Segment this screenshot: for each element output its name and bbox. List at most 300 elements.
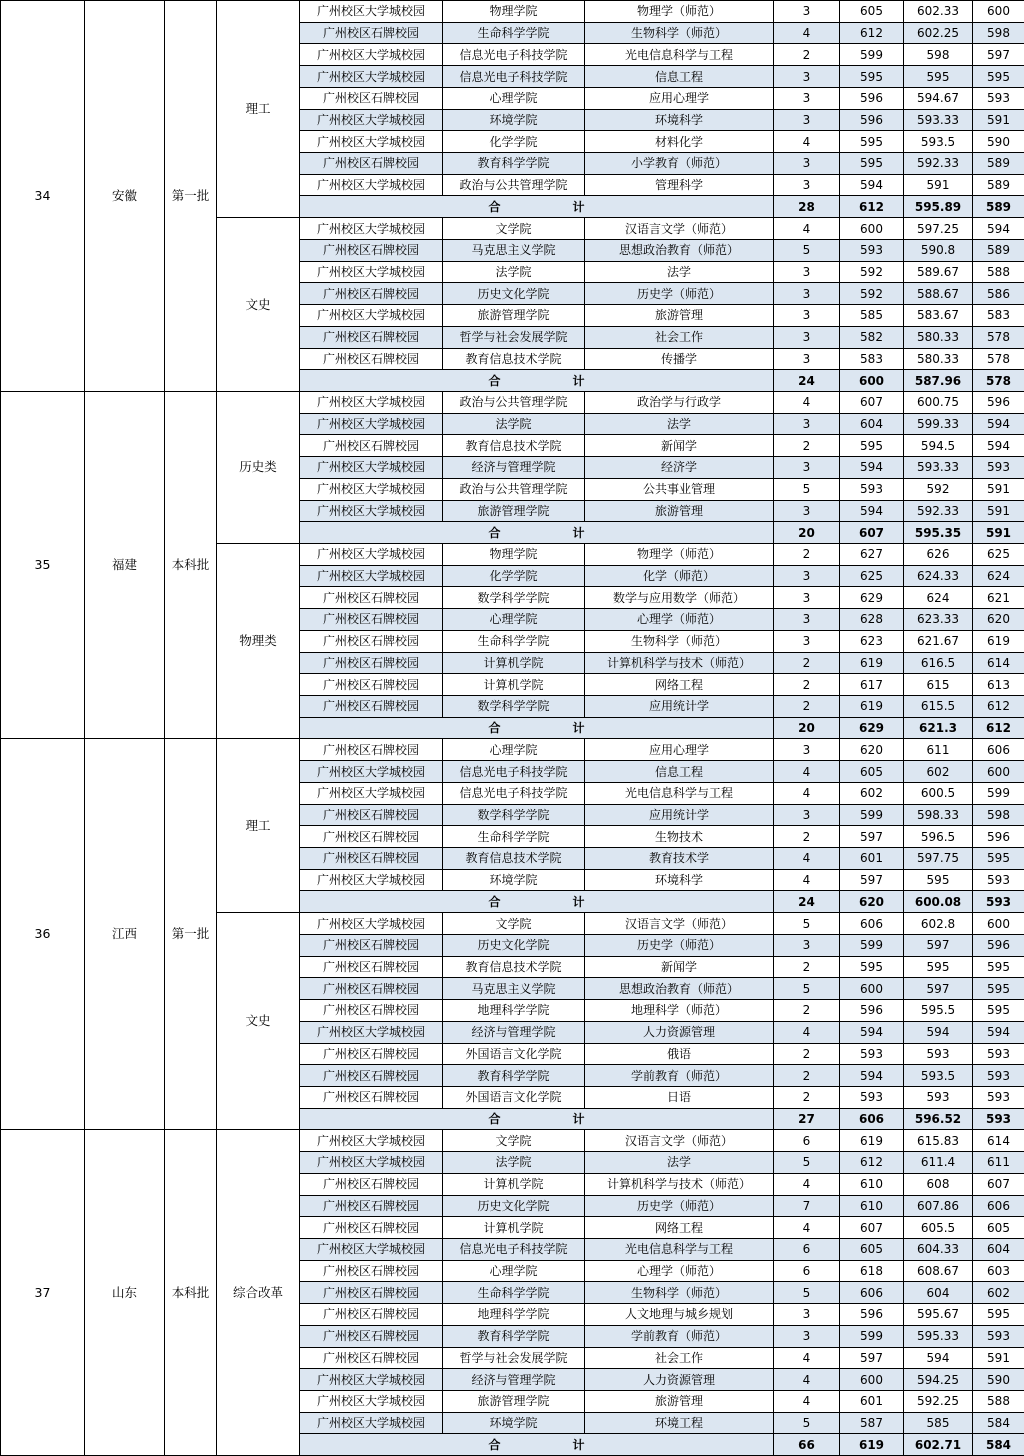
min-score-cell: 600 [973, 1, 1024, 23]
college-cell: 数学科学学院 [443, 804, 585, 826]
avg-score-cell: 589.67 [904, 261, 973, 283]
total-max-cell: 619 [840, 1434, 904, 1456]
max-score-cell: 606 [840, 913, 904, 935]
major-cell: 环境科学 [585, 109, 774, 131]
major-cell: 数学与应用数学（师范） [585, 587, 774, 609]
min-score-cell: 619 [973, 630, 1024, 652]
max-score-cell: 619 [840, 1130, 904, 1152]
campus-cell: 广州校区大学城校园 [300, 1412, 443, 1434]
total-plan-cell: 20 [774, 717, 840, 739]
campus-cell: 广州校区大学城校园 [300, 261, 443, 283]
max-score-cell: 595 [840, 131, 904, 153]
avg-score-cell: 590.8 [904, 239, 973, 261]
college-cell: 旅游管理学院 [443, 305, 585, 327]
plan-count-cell: 4 [774, 848, 840, 870]
min-score-cell: 613 [973, 674, 1024, 696]
college-cell: 法学院 [443, 1152, 585, 1174]
table-row [1, 1130, 1024, 1152]
max-score-cell: 600 [840, 1369, 904, 1391]
avg-score-cell: 624 [904, 587, 973, 609]
avg-score-cell: 595.33 [904, 1325, 973, 1347]
avg-score-cell: 595 [904, 66, 973, 88]
major-cell: 应用心理学 [585, 87, 774, 109]
avg-score-cell: 598.33 [904, 804, 973, 826]
plan-count-cell: 2 [774, 652, 840, 674]
min-score-cell: 596 [973, 826, 1024, 848]
plan-count-cell: 3 [774, 739, 840, 761]
college-cell: 化学学院 [443, 131, 585, 153]
avg-score-cell: 626 [904, 543, 973, 565]
college-cell: 生命科学学院 [443, 630, 585, 652]
college-cell: 物理学院 [443, 543, 585, 565]
avg-score-cell: 594.67 [904, 87, 973, 109]
max-score-cell: 604 [840, 413, 904, 435]
province-cell: 山东 [85, 1130, 165, 1456]
subject-cell: 文史 [217, 218, 300, 392]
max-score-cell: 612 [840, 1152, 904, 1174]
campus-cell: 广州校区石牌校园 [300, 22, 443, 44]
college-cell: 旅游管理学院 [443, 500, 585, 522]
campus-cell: 广州校区大学城校园 [300, 305, 443, 327]
college-cell: 心理学院 [443, 87, 585, 109]
avg-score-cell: 585 [904, 1412, 973, 1434]
plan-count-cell: 6 [774, 1130, 840, 1152]
avg-score-cell: 593 [904, 1086, 973, 1108]
min-score-cell: 593 [973, 869, 1024, 891]
min-score-cell: 578 [973, 348, 1024, 370]
min-score-cell: 590 [973, 1369, 1024, 1391]
major-cell: 应用统计学 [585, 696, 774, 718]
college-cell: 哲学与社会发展学院 [443, 326, 585, 348]
min-score-cell: 604 [973, 1238, 1024, 1260]
min-score-cell: 606 [973, 739, 1024, 761]
campus-cell: 广州校区大学城校园 [300, 913, 443, 935]
college-cell: 政治与公共管理学院 [443, 478, 585, 500]
total-avg-cell: 595.35 [904, 522, 973, 544]
college-cell: 教育信息技术学院 [443, 348, 585, 370]
college-cell: 心理学院 [443, 1260, 585, 1282]
college-cell: 计算机学院 [443, 652, 585, 674]
plan-count-cell: 4 [774, 22, 840, 44]
college-cell: 地理科学学院 [443, 1304, 585, 1326]
max-score-cell: 602 [840, 782, 904, 804]
campus-cell: 广州校区石牌校园 [300, 348, 443, 370]
plan-count-cell: 3 [774, 1, 840, 23]
avg-score-cell: 600.75 [904, 391, 973, 413]
campus-cell: 广州校区大学城校园 [300, 1152, 443, 1174]
college-cell: 信息光电子科技学院 [443, 782, 585, 804]
plan-count-cell: 3 [774, 1304, 840, 1326]
plan-count-cell: 4 [774, 131, 840, 153]
max-score-cell: 592 [840, 283, 904, 305]
min-score-cell: 595 [973, 1304, 1024, 1326]
campus-cell: 广州校区石牌校园 [300, 1043, 443, 1065]
plan-count-cell: 4 [774, 869, 840, 891]
total-min-cell: 591 [973, 522, 1024, 544]
campus-cell: 广州校区大学城校园 [300, 761, 443, 783]
max-score-cell: 610 [840, 1195, 904, 1217]
campus-cell: 广州校区石牌校园 [300, 630, 443, 652]
campus-cell: 广州校区大学城校园 [300, 1238, 443, 1260]
max-score-cell: 595 [840, 153, 904, 175]
campus-cell: 广州校区石牌校园 [300, 978, 443, 1000]
major-cell: 俄语 [585, 1043, 774, 1065]
plan-count-cell: 3 [774, 500, 840, 522]
avg-score-cell: 595 [904, 869, 973, 891]
max-score-cell: 617 [840, 674, 904, 696]
campus-cell: 广州校区大学城校园 [300, 66, 443, 88]
max-score-cell: 620 [840, 739, 904, 761]
campus-cell: 广州校区大学城校园 [300, 1021, 443, 1043]
campus-cell: 广州校区石牌校园 [300, 696, 443, 718]
max-score-cell: 625 [840, 565, 904, 587]
campus-cell: 广州校区大学城校园 [300, 478, 443, 500]
college-cell: 文学院 [443, 913, 585, 935]
max-score-cell: 594 [840, 174, 904, 196]
campus-cell: 广州校区石牌校园 [300, 153, 443, 175]
min-score-cell: 589 [973, 153, 1024, 175]
min-score-cell: 602 [973, 1282, 1024, 1304]
max-score-cell: 594 [840, 1065, 904, 1087]
major-cell: 传播学 [585, 348, 774, 370]
plan-count-cell: 3 [774, 174, 840, 196]
max-score-cell: 599 [840, 44, 904, 66]
campus-cell: 广州校区石牌校园 [300, 1282, 443, 1304]
campus-cell: 广州校区石牌校园 [300, 587, 443, 609]
province-cell: 安徽 [85, 1, 165, 392]
college-cell: 环境学院 [443, 869, 585, 891]
campus-cell: 广州校区石牌校园 [300, 1000, 443, 1022]
plan-count-cell: 4 [774, 1369, 840, 1391]
plan-count-cell: 3 [774, 457, 840, 479]
max-score-cell: 595 [840, 435, 904, 457]
subject-cell: 综合改革 [217, 1130, 300, 1456]
plan-count-cell: 4 [774, 1173, 840, 1195]
major-cell: 学前教育（师范） [585, 1065, 774, 1087]
college-cell: 教育信息技术学院 [443, 435, 585, 457]
max-score-cell: 593 [840, 1086, 904, 1108]
college-cell: 外国语言文化学院 [443, 1086, 585, 1108]
major-cell: 网络工程 [585, 674, 774, 696]
min-score-cell: 600 [973, 761, 1024, 783]
avg-score-cell: 594.5 [904, 435, 973, 457]
min-score-cell: 593 [973, 1065, 1024, 1087]
avg-score-cell: 593.5 [904, 1065, 973, 1087]
min-score-cell: 588 [973, 1391, 1024, 1413]
major-cell: 日语 [585, 1086, 774, 1108]
major-cell: 生物技术 [585, 826, 774, 848]
avg-score-cell: 607.86 [904, 1195, 973, 1217]
campus-cell: 广州校区大学城校园 [300, 218, 443, 240]
major-cell: 教育技术学 [585, 848, 774, 870]
plan-count-cell: 3 [774, 66, 840, 88]
plan-count-cell: 5 [774, 913, 840, 935]
plan-count-cell: 2 [774, 956, 840, 978]
total-plan-cell: 20 [774, 522, 840, 544]
campus-cell: 广州校区石牌校园 [300, 826, 443, 848]
major-cell: 旅游管理 [585, 1391, 774, 1413]
plan-count-cell: 4 [774, 782, 840, 804]
min-score-cell: 625 [973, 543, 1024, 565]
campus-cell: 广州校区大学城校园 [300, 1391, 443, 1413]
major-cell: 新闻学 [585, 435, 774, 457]
min-score-cell: 591 [973, 109, 1024, 131]
plan-count-cell: 2 [774, 1043, 840, 1065]
major-cell: 历史学（师范） [585, 283, 774, 305]
min-score-cell: 593 [973, 457, 1024, 479]
min-score-cell: 578 [973, 326, 1024, 348]
total-plan-cell: 24 [774, 370, 840, 392]
max-score-cell: 605 [840, 1, 904, 23]
major-cell: 心理学（师范） [585, 1260, 774, 1282]
college-cell: 教育科学学院 [443, 1065, 585, 1087]
max-score-cell: 583 [840, 348, 904, 370]
major-cell: 心理学（师范） [585, 609, 774, 631]
campus-cell: 广州校区大学城校园 [300, 457, 443, 479]
major-cell: 经济学 [585, 457, 774, 479]
max-score-cell: 612 [840, 22, 904, 44]
campus-cell: 广州校区大学城校园 [300, 782, 443, 804]
total-label-cell: 合 计 [300, 717, 774, 739]
max-score-cell: 597 [840, 1347, 904, 1369]
avg-score-cell: 623.33 [904, 609, 973, 631]
min-score-cell: 591 [973, 1347, 1024, 1369]
table-row [1, 739, 1024, 761]
subject-cell: 物理类 [217, 543, 300, 738]
avg-score-cell: 595.67 [904, 1304, 973, 1326]
campus-cell: 广州校区大学城校园 [300, 131, 443, 153]
max-score-cell: 600 [840, 978, 904, 1000]
min-score-cell: 595 [973, 66, 1024, 88]
plan-count-cell: 2 [774, 674, 840, 696]
min-score-cell: 593 [973, 87, 1024, 109]
campus-cell: 广州校区石牌校园 [300, 239, 443, 261]
min-score-cell: 594 [973, 1021, 1024, 1043]
college-cell: 政治与公共管理学院 [443, 174, 585, 196]
plan-count-cell: 3 [774, 109, 840, 131]
college-cell: 生命科学学院 [443, 22, 585, 44]
plan-count-cell: 4 [774, 1391, 840, 1413]
avg-score-cell: 602.33 [904, 1, 973, 23]
avg-score-cell: 615.83 [904, 1130, 973, 1152]
major-cell: 生物科学（师范） [585, 630, 774, 652]
max-score-cell: 587 [840, 1412, 904, 1434]
college-cell: 马克思主义学院 [443, 239, 585, 261]
major-cell: 信息工程 [585, 761, 774, 783]
total-label-cell: 合 计 [300, 1434, 774, 1456]
avg-score-cell: 608.67 [904, 1260, 973, 1282]
min-score-cell: 597 [973, 44, 1024, 66]
college-cell: 历史文化学院 [443, 283, 585, 305]
seq-cell: 35 [1, 391, 85, 739]
min-score-cell: 583 [973, 305, 1024, 327]
min-score-cell: 586 [973, 283, 1024, 305]
min-score-cell: 594 [973, 413, 1024, 435]
major-cell: 法学 [585, 261, 774, 283]
major-cell: 汉语言文学（师范） [585, 1130, 774, 1152]
campus-cell: 广州校区石牌校园 [300, 326, 443, 348]
plan-count-cell: 5 [774, 978, 840, 1000]
plan-count-cell: 4 [774, 1021, 840, 1043]
plan-count-cell: 2 [774, 826, 840, 848]
total-avg-cell: 595.89 [904, 196, 973, 218]
college-cell: 教育科学学院 [443, 153, 585, 175]
avg-score-cell: 595.5 [904, 1000, 973, 1022]
college-cell: 历史文化学院 [443, 934, 585, 956]
subject-cell: 文史 [217, 913, 300, 1130]
min-score-cell: 593 [973, 1086, 1024, 1108]
college-cell: 教育信息技术学院 [443, 848, 585, 870]
plan-count-cell: 7 [774, 1195, 840, 1217]
subject-cell: 理工 [217, 739, 300, 913]
min-score-cell: 598 [973, 22, 1024, 44]
max-score-cell: 596 [840, 1000, 904, 1022]
total-max-cell: 606 [840, 1108, 904, 1130]
college-cell: 环境学院 [443, 109, 585, 131]
min-score-cell: 624 [973, 565, 1024, 587]
min-score-cell: 589 [973, 239, 1024, 261]
college-cell: 哲学与社会发展学院 [443, 1347, 585, 1369]
campus-cell: 广州校区石牌校园 [300, 609, 443, 631]
max-score-cell: 629 [840, 587, 904, 609]
major-cell: 网络工程 [585, 1217, 774, 1239]
max-score-cell: 597 [840, 869, 904, 891]
major-cell: 法学 [585, 1152, 774, 1174]
major-cell: 汉语言文学（师范） [585, 218, 774, 240]
college-cell: 计算机学院 [443, 674, 585, 696]
plan-count-cell: 3 [774, 565, 840, 587]
seq-cell: 37 [1, 1130, 85, 1456]
campus-cell: 广州校区石牌校园 [300, 674, 443, 696]
max-score-cell: 599 [840, 934, 904, 956]
max-score-cell: 593 [840, 478, 904, 500]
college-cell: 教育科学学院 [443, 1325, 585, 1347]
total-min-cell: 584 [973, 1434, 1024, 1456]
major-cell: 思想政治教育（师范） [585, 978, 774, 1000]
college-cell: 物理学院 [443, 1, 585, 23]
avg-score-cell: 597 [904, 934, 973, 956]
major-cell: 人文地理与城乡规划 [585, 1304, 774, 1326]
plan-count-cell: 5 [774, 239, 840, 261]
total-max-cell: 600 [840, 370, 904, 392]
max-score-cell: 599 [840, 804, 904, 826]
total-plan-cell: 66 [774, 1434, 840, 1456]
plan-count-cell: 3 [774, 609, 840, 631]
college-cell: 历史文化学院 [443, 1195, 585, 1217]
min-score-cell: 611 [973, 1152, 1024, 1174]
max-score-cell: 601 [840, 1391, 904, 1413]
total-label-cell: 合 计 [300, 1108, 774, 1130]
avg-score-cell: 597 [904, 978, 973, 1000]
min-score-cell: 593 [973, 1043, 1024, 1065]
min-score-cell: 591 [973, 478, 1024, 500]
plan-count-cell: 2 [774, 696, 840, 718]
plan-count-cell: 3 [774, 87, 840, 109]
total-plan-cell: 27 [774, 1108, 840, 1130]
max-score-cell: 593 [840, 239, 904, 261]
total-avg-cell: 602.71 [904, 1434, 973, 1456]
avg-score-cell: 591 [904, 174, 973, 196]
total-avg-cell: 621.3 [904, 717, 973, 739]
avg-score-cell: 616.5 [904, 652, 973, 674]
avg-score-cell: 615.5 [904, 696, 973, 718]
plan-count-cell: 3 [774, 261, 840, 283]
province-cell: 福建 [85, 391, 165, 739]
total-avg-cell: 600.08 [904, 891, 973, 913]
plan-count-cell: 4 [774, 1217, 840, 1239]
batch-cell: 第一批 [165, 1, 217, 392]
province-cell: 江西 [85, 739, 165, 1130]
college-cell: 经济与管理学院 [443, 1021, 585, 1043]
plan-count-cell: 3 [774, 305, 840, 327]
major-cell: 人力资源管理 [585, 1369, 774, 1391]
major-cell: 生物科学（师范） [585, 1282, 774, 1304]
min-score-cell: 614 [973, 1130, 1024, 1152]
college-cell: 法学院 [443, 413, 585, 435]
max-score-cell: 610 [840, 1173, 904, 1195]
avg-score-cell: 592.33 [904, 500, 973, 522]
college-cell: 外国语言文化学院 [443, 1043, 585, 1065]
max-score-cell: 619 [840, 652, 904, 674]
plan-count-cell: 2 [774, 44, 840, 66]
total-max-cell: 629 [840, 717, 904, 739]
max-score-cell: 599 [840, 1325, 904, 1347]
campus-cell: 广州校区石牌校园 [300, 1304, 443, 1326]
max-score-cell: 594 [840, 1021, 904, 1043]
campus-cell: 广州校区大学城校园 [300, 391, 443, 413]
seq-cell: 36 [1, 739, 85, 1130]
plan-count-cell: 5 [774, 1152, 840, 1174]
college-cell: 马克思主义学院 [443, 978, 585, 1000]
college-cell: 数学科学学院 [443, 587, 585, 609]
major-cell: 材料化学 [585, 131, 774, 153]
plan-count-cell: 3 [774, 348, 840, 370]
max-score-cell: 601 [840, 848, 904, 870]
min-score-cell: 620 [973, 609, 1024, 631]
total-max-cell: 620 [840, 891, 904, 913]
college-cell: 经济与管理学院 [443, 1369, 585, 1391]
max-score-cell: 585 [840, 305, 904, 327]
campus-cell: 广州校区石牌校园 [300, 1065, 443, 1087]
avg-score-cell: 593 [904, 1043, 973, 1065]
avg-score-cell: 594 [904, 1021, 973, 1043]
max-score-cell: 605 [840, 1238, 904, 1260]
total-avg-cell: 587.96 [904, 370, 973, 392]
college-cell: 法学院 [443, 261, 585, 283]
avg-score-cell: 624.33 [904, 565, 973, 587]
major-cell: 应用心理学 [585, 739, 774, 761]
avg-score-cell: 621.67 [904, 630, 973, 652]
min-score-cell: 595 [973, 978, 1024, 1000]
plan-count-cell: 3 [774, 326, 840, 348]
college-cell: 旅游管理学院 [443, 1391, 585, 1413]
max-score-cell: 596 [840, 87, 904, 109]
plan-count-cell: 6 [774, 1238, 840, 1260]
major-cell: 计算机科学与技术（师范） [585, 1173, 774, 1195]
major-cell: 光电信息科学与工程 [585, 44, 774, 66]
major-cell: 小学教育（师范） [585, 153, 774, 175]
avg-score-cell: 605.5 [904, 1217, 973, 1239]
avg-score-cell: 597.75 [904, 848, 973, 870]
min-score-cell: 603 [973, 1260, 1024, 1282]
major-cell: 生物科学（师范） [585, 22, 774, 44]
plan-count-cell: 2 [774, 1086, 840, 1108]
campus-cell: 广州校区大学城校园 [300, 500, 443, 522]
total-label-cell: 合 计 [300, 196, 774, 218]
major-cell: 物理学（师范） [585, 1, 774, 23]
avg-score-cell: 594 [904, 1347, 973, 1369]
plan-count-cell: 3 [774, 153, 840, 175]
